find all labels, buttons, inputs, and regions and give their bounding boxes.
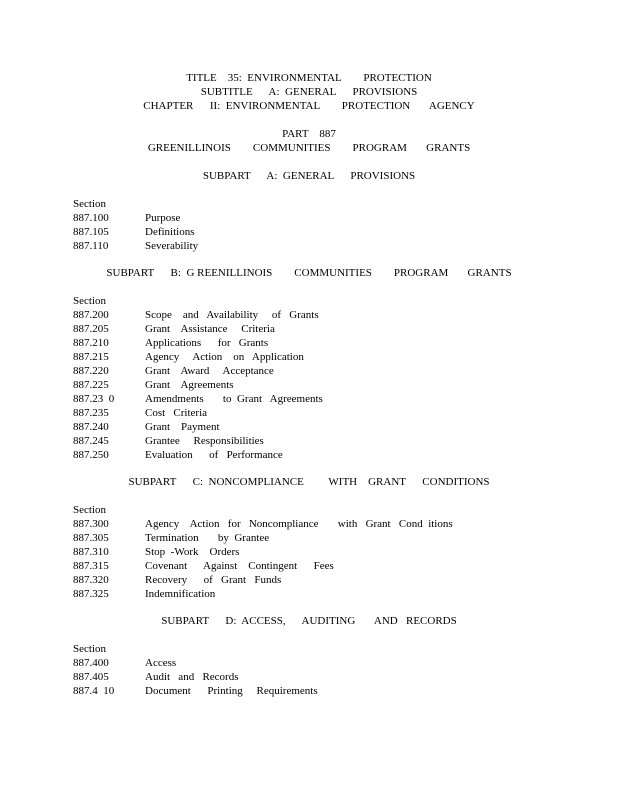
table-row xyxy=(73,392,573,406)
table-row xyxy=(73,350,573,364)
table-row xyxy=(73,587,573,601)
table-row xyxy=(73,545,573,559)
section-number: 887.250 xyxy=(73,449,109,461)
table-row xyxy=(73,684,573,698)
section-number: 887.235 xyxy=(73,407,109,419)
chapter-line: CHAPTER II: ENVIRONMENTAL PROTECTION AGENCY xyxy=(143,100,475,112)
section-number: 887.4 10 xyxy=(73,685,115,697)
section-title: Grant Agreements xyxy=(145,379,234,391)
section-number: 887.205 xyxy=(73,323,109,335)
section-number: 887.400 xyxy=(73,657,109,669)
section-title: Grant Payment xyxy=(145,421,220,433)
section-label: Section xyxy=(73,504,106,516)
table-row xyxy=(73,336,573,350)
table-row xyxy=(73,559,573,573)
section-number: 887.210 xyxy=(73,337,109,349)
section-title: Covenant Against Contingent Fees xyxy=(145,560,334,572)
section-number: 887.325 xyxy=(73,588,109,600)
section-title: Agency Action on Application xyxy=(145,351,304,363)
section-number: 887.110 xyxy=(73,240,109,252)
section-title: Access xyxy=(145,657,177,669)
section-number: 887.315 xyxy=(73,560,109,572)
section-title: Document Printing Requirements xyxy=(145,685,318,697)
section-number: 887.245 xyxy=(73,435,109,447)
section-title: Indemnification xyxy=(145,588,216,600)
section-number: 887.215 xyxy=(73,351,109,363)
section-number: 887.305 xyxy=(73,532,109,544)
subpart-b-heading: SUBPART B: G REENILLINOIS COMMUNITIES PROGRAM GRANTS xyxy=(106,267,512,279)
section-title: Definitions xyxy=(145,226,195,238)
table-row xyxy=(73,378,573,392)
section-title: Audit and Records xyxy=(145,671,239,683)
part-name-line: GREENILLINOIS COMMUNITIES PROGRAM GRANTS xyxy=(147,142,471,154)
subpart-a-heading: SUBPART A: GENERAL PROVISIONS xyxy=(202,170,416,182)
section-number: 887.320 xyxy=(73,574,109,586)
section-title: Grant Assistance Criteria xyxy=(145,323,275,335)
table-row xyxy=(73,420,573,434)
table-row xyxy=(73,670,573,684)
section-title: Purpose xyxy=(145,212,181,224)
section-number: 887.220 xyxy=(73,365,109,377)
subtitle-line: SUBTITLE A: GENERAL PROVISIONS xyxy=(200,86,418,98)
table-row xyxy=(73,211,573,225)
section-title: Stop -Work Orders xyxy=(145,546,240,558)
table-row xyxy=(73,656,573,670)
subpart-a-section-list xyxy=(73,197,573,253)
subpart-c-heading: SUBPART C: NONCOMPLIANCE WITH GRANT CONDITIONS xyxy=(128,476,490,488)
section-title: Grant Award Acceptance xyxy=(145,365,274,377)
table-row xyxy=(73,448,573,462)
section-number: 887.405 xyxy=(73,671,109,683)
table-row xyxy=(73,225,573,239)
section-title: Agency Action for Noncompliance with Grant Cond itions xyxy=(145,518,453,530)
section-title: Recovery of Grant Funds xyxy=(145,574,282,586)
section-number: 887.300 xyxy=(73,518,109,530)
table-row xyxy=(73,531,573,545)
subpart-b-section-list xyxy=(73,294,573,462)
section-label: Section xyxy=(73,643,106,655)
table-row xyxy=(73,239,573,253)
table-row xyxy=(73,406,573,420)
table-row xyxy=(73,364,573,378)
section-number: 887.225 xyxy=(73,379,109,391)
section-number: 887.105 xyxy=(73,226,109,238)
table-row xyxy=(73,322,573,336)
table-row xyxy=(73,517,573,531)
table-row xyxy=(73,434,573,448)
section-title: Amendments to Grant Agreements xyxy=(145,393,323,405)
section-label: Section xyxy=(73,198,106,210)
section-title: Termination by Grantee xyxy=(145,532,270,544)
section-number: 887.200 xyxy=(73,309,109,321)
title-line: TITLE 35: ENVIRONMENTAL PROTECTION xyxy=(186,72,432,84)
part-line: PART 887 xyxy=(282,128,336,140)
table-row xyxy=(73,573,573,587)
section-title: Severability xyxy=(145,240,199,252)
section-number: 887.100 xyxy=(73,212,109,224)
section-title: Evaluation of Performance xyxy=(145,449,283,461)
table-row xyxy=(73,308,573,322)
section-title: Applications for Grants xyxy=(145,337,269,349)
section-label: Section xyxy=(73,295,106,307)
section-title: Scope and Availability of Grants xyxy=(145,309,319,321)
section-number: 887.310 xyxy=(73,546,109,558)
section-title: Grantee Responsibilities xyxy=(145,435,264,447)
subpart-c-section-list xyxy=(73,503,573,601)
section-title: Cost Criteria xyxy=(145,407,208,419)
subpart-d-heading: SUBPART D: ACCESS, AUDITING AND RECORDS xyxy=(161,615,457,627)
subpart-d-section-list xyxy=(73,642,573,698)
section-number: 887.240 xyxy=(73,421,109,433)
section-number: 887.23 0 xyxy=(73,393,115,405)
